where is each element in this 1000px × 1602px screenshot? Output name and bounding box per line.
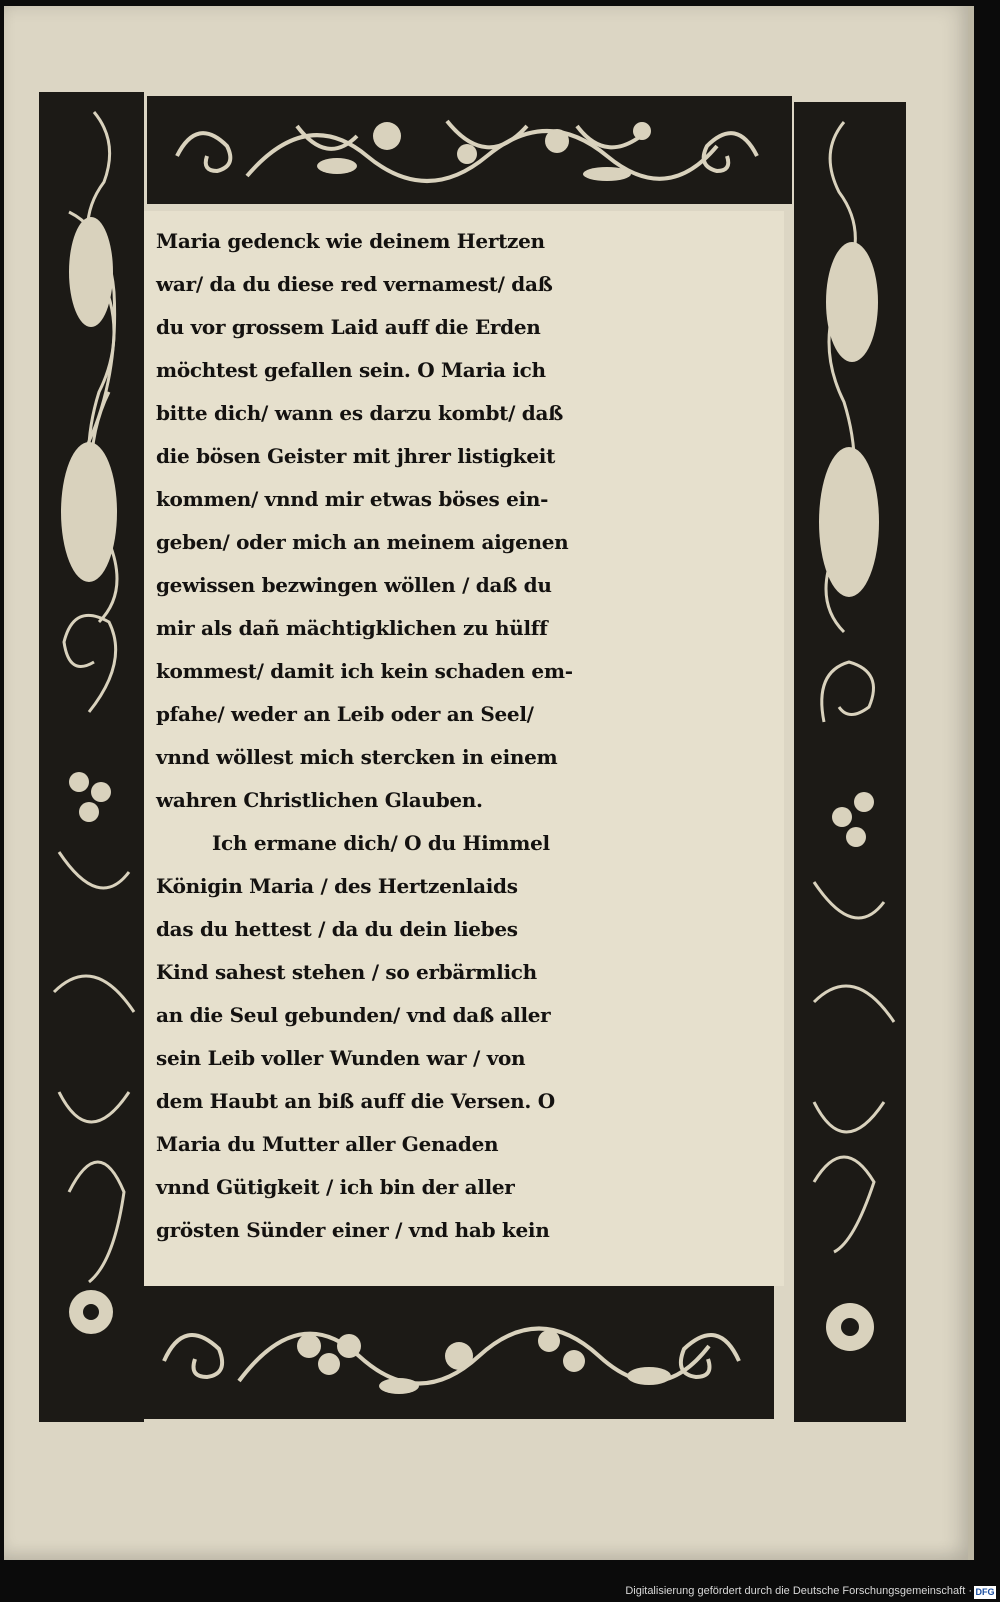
woodcut-border-right [794,102,906,1422]
page-text-block [144,211,784,1286]
text-line: Maria gedenck wie deinem Hertzen [156,229,545,253]
woodcut-border-top [147,96,792,204]
text-line: kommest/ damit ich kein schaden em- [156,659,573,683]
woodcut-border-bottom [129,1286,774,1419]
funding-credit: Digitalisierung gefördert durch die Deutsche Forschungsgemeinschaft · [625,1585,972,1597]
text-line: die bösen Geister mit jhrer listigkeit [156,444,556,468]
text-line: gewissen bezwingen wöllen / daß du [156,573,552,597]
text-line: kommen/ vnnd mir etwas böses ein- [156,487,549,511]
book-page [4,6,974,1560]
text-line: Ich ermane dich/ O du Himmel [212,831,550,855]
text-line: pfahe/ weder an Leib oder an Seel/ [156,702,534,726]
text-line: bitte dich/ wann es darzu kombt/ daß [156,401,564,425]
text-line: du vor grossem Laid auff die Erden [156,315,541,339]
digitization-footer [0,1584,1000,1602]
text-line: an die Seul gebunden/ vnd daß aller [156,1003,551,1027]
dfg-logo: DFG [975,1587,995,1597]
text-line: Königin Maria / des Hertzenlaids [156,874,518,898]
text-line: das du hettest / da du dein liebes [156,917,518,941]
text-line: vnnd Gütigkeit / ich bin der aller [156,1175,515,1199]
text-line: vnnd wöllest mich stercken in einem [156,745,558,769]
text-line: möchtest gefallen sein. O Maria ich [156,358,546,382]
text-line: geben/ oder mich an meinem aigenen [156,530,569,554]
text-line: grösten Sünder einer / vnd hab kein [156,1218,550,1242]
text-line: mir als dañ mächtigklichen zu hülff [156,616,548,640]
text-line: wahren Christlichen Glauben. [156,788,483,812]
text-line: dem Haubt an biß auff die Versen. O [156,1089,555,1113]
text-line: Maria du Mutter aller Genaden [156,1132,499,1156]
text-line: Kind sahest stehen / so erbärmlich [156,960,537,984]
text-line: war/ da du diese red vernamest/ daß [156,272,553,296]
text-line: sein Leib voller Wunden war / von [156,1046,526,1070]
woodcut-border-left [39,92,144,1422]
